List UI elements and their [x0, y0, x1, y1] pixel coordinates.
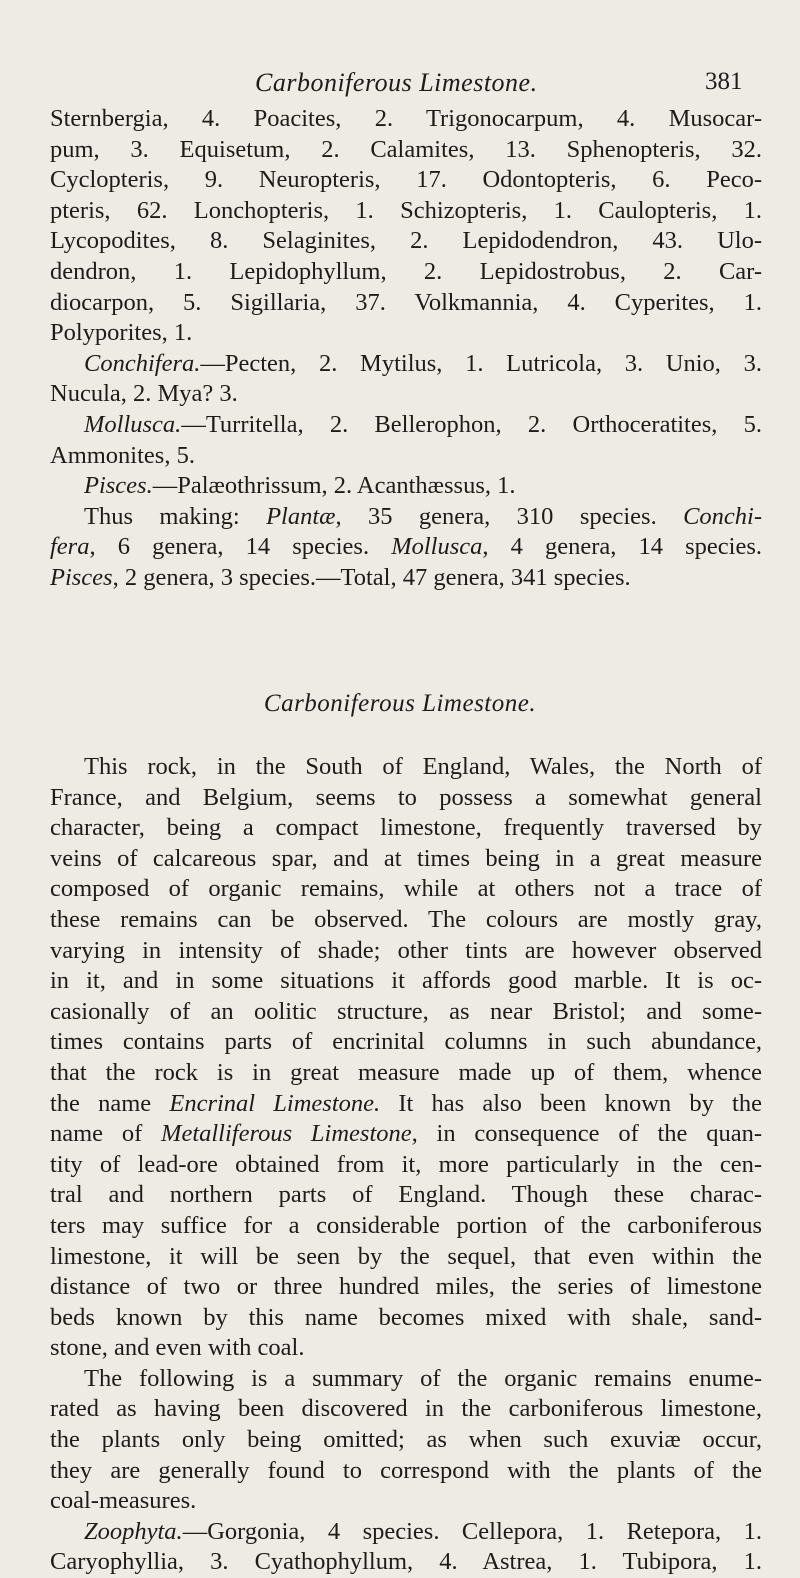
paragraph-line — [50, 1119, 762, 1150]
mollusca-genera: —Turritella, 2. Bellerophon, 2. Orthoceratites, 5. — [181, 410, 762, 438]
paragraph-line: casionally of an oolitic structure, as near Bristol; and some- — [50, 997, 762, 1025]
pisces-genera: —Palæothrissum, 2. Acanthæssus, 1. — [152, 472, 516, 500]
paragraph-line: This rock, in the South of England, Wales, the North of — [84, 753, 762, 780]
fossil-list-block — [50, 104, 762, 594]
paragraph-line: France, and Belgium, seems to possess a somewhat general — [50, 783, 762, 811]
summary-line — [50, 532, 762, 563]
mollusca-label: Mollusca. — [84, 410, 182, 438]
summary-conchifera: Conchi- — [683, 502, 763, 530]
running-head — [0, 68, 800, 98]
paragraph-text: name of — [50, 1120, 162, 1148]
paragraph-line: that the rock is in great measure made up of them, whence — [50, 1058, 762, 1086]
zoophyta-line — [50, 1517, 762, 1548]
paragraph-line: character, being a compact limestone, frequently traversed by — [50, 814, 762, 842]
paragraph-line: ters may suffice for a considerable portion of the carboniferous — [50, 1211, 762, 1239]
conchifera-line — [50, 349, 762, 380]
paragraph-line: The following is a summary of the organic remains enume- — [84, 1364, 762, 1392]
plant-list-line: diocarpon, 5. Sigillaria, 37. Volkmannia, 4. Cyperites, 1. — [50, 288, 762, 316]
summary-pisces: Pisces — [50, 563, 113, 591]
conchifera-label: Conchifera. — [84, 349, 201, 377]
mollusca-line — [50, 410, 762, 441]
paragraph-line: stone, and even with coal. — [50, 1334, 305, 1362]
metalliferous-limestone-term: Metalliferous Limestone, — [161, 1120, 418, 1148]
paragraph-line: distance of two or three hundred miles, the series of limestone — [50, 1273, 762, 1301]
paragraph-line: tity of lead-ore obtained from it, more particularly in the cen- — [50, 1150, 762, 1178]
pisces-line — [50, 471, 762, 502]
paragraph-line: coal-measures. — [50, 1487, 197, 1515]
paragraph-line: varying in intensity of shade; other tints are however observed — [50, 936, 762, 964]
summary-plantae: Plantæ — [266, 502, 336, 530]
paragraph-line: composed of organic remains, while at others not a trace of — [50, 875, 762, 903]
paragraph-line: beds known by this name becomes mixed with shale, sand- — [50, 1303, 762, 1331]
paragraph-line: in it, and in some situations it affords good marble. It is oc- — [50, 967, 762, 995]
plant-list-line: pum, 3. Equisetum, 2. Calamites, 13. Sphenopteris, 32. — [50, 135, 762, 163]
paragraph-line: limestone, it will be seen by the sequel, that even within the — [50, 1242, 762, 1270]
paragraph-line: rated as having been discovered in the carboniferous limestone, — [50, 1395, 762, 1423]
plant-list-line: pteris, 62. Lonchopteris, 1. Schizopteris, 1. Caulopteris, 1. — [50, 196, 762, 224]
paragraph-line: these remains can be observed. The colours are mostly gray, — [50, 905, 762, 933]
summary-text: , 2 genera, 3 species.—Total, 47 genera, 341 species. — [112, 563, 631, 591]
plant-list-line: dendron, 1. Lepidophyllum, 2. Lepidostrobus, 2. Car- — [50, 257, 762, 285]
summary-text: , 6 genera, 14 species. — [89, 533, 392, 561]
paragraph-line: the plants only being omitted; as when such exuviæ occur, — [50, 1426, 762, 1454]
conchifera-genera: —Pecten, 2. Mytilus, 1. Lutricola, 3. Unio, 3. — [200, 349, 762, 377]
body-text-block — [50, 752, 762, 1578]
paragraph-text: It has also been known by the — [380, 1089, 762, 1117]
paragraph-line: they are generally found to correspond with the plants of the — [50, 1456, 762, 1484]
summary-text: , 4 genera, 14 species. — [482, 533, 763, 561]
plant-list-line: Cyclopteris, 9. Neuropteris, 17. Odontopteris, 6. Peco- — [50, 166, 762, 194]
summary-line — [50, 563, 762, 594]
zoophyta-label: Zoophyta. — [84, 1517, 183, 1545]
paragraph-line: tral and northern parts of England. Though these charac- — [50, 1181, 762, 1209]
paragraph-line: times contains parts of encrinital columns in such abundance, — [50, 1028, 762, 1056]
plant-list-line: Polyporites, 1. — [50, 319, 193, 347]
encrinal-limestone-term: Encrinal Limestone. — [169, 1089, 381, 1117]
zoophyta-line: Caryophyllia, 3. Cyathophyllum, 4. Astrea, 1. Tubipora, 1. — [50, 1548, 762, 1576]
summary-text: Thus making: — [84, 502, 267, 530]
paragraph-text: the name — [50, 1089, 170, 1117]
summary-text: , 35 genera, 310 species. — [335, 502, 684, 530]
summary-mollusca: Mollusca — [391, 533, 483, 561]
page-number: 381 — [705, 68, 743, 95]
summary-line — [50, 502, 762, 533]
section-heading: Carboniferous Limestone. — [263, 690, 537, 717]
paragraph-text: in consequence of the quan- — [417, 1120, 762, 1148]
paragraph-line: veins of calcareous spar, and at times being in a great measure — [50, 844, 762, 872]
pisces-label: Pisces. — [84, 472, 153, 500]
plant-list-line: Lycopodites, 8. Selaginites, 2. Lepidodendron, 43. Ulo- — [50, 227, 762, 255]
running-title: Carboniferous Limestone. — [255, 68, 538, 97]
summary-conchifera: fera — [50, 533, 90, 561]
mollusca-line: Ammonites, 5. — [50, 441, 195, 469]
paragraph-line — [50, 1089, 762, 1120]
plant-list-line: Sternbergia, 4. Poacites, 2. Trigonocarpum, 4. Musocar- — [50, 105, 762, 132]
conchifera-line: Nucula, 2. Mya? 3. — [50, 380, 238, 408]
zoophyta-genera: —Gorgonia, 4 species. Cellepora, 1. Retepora, 1. — [182, 1517, 762, 1545]
